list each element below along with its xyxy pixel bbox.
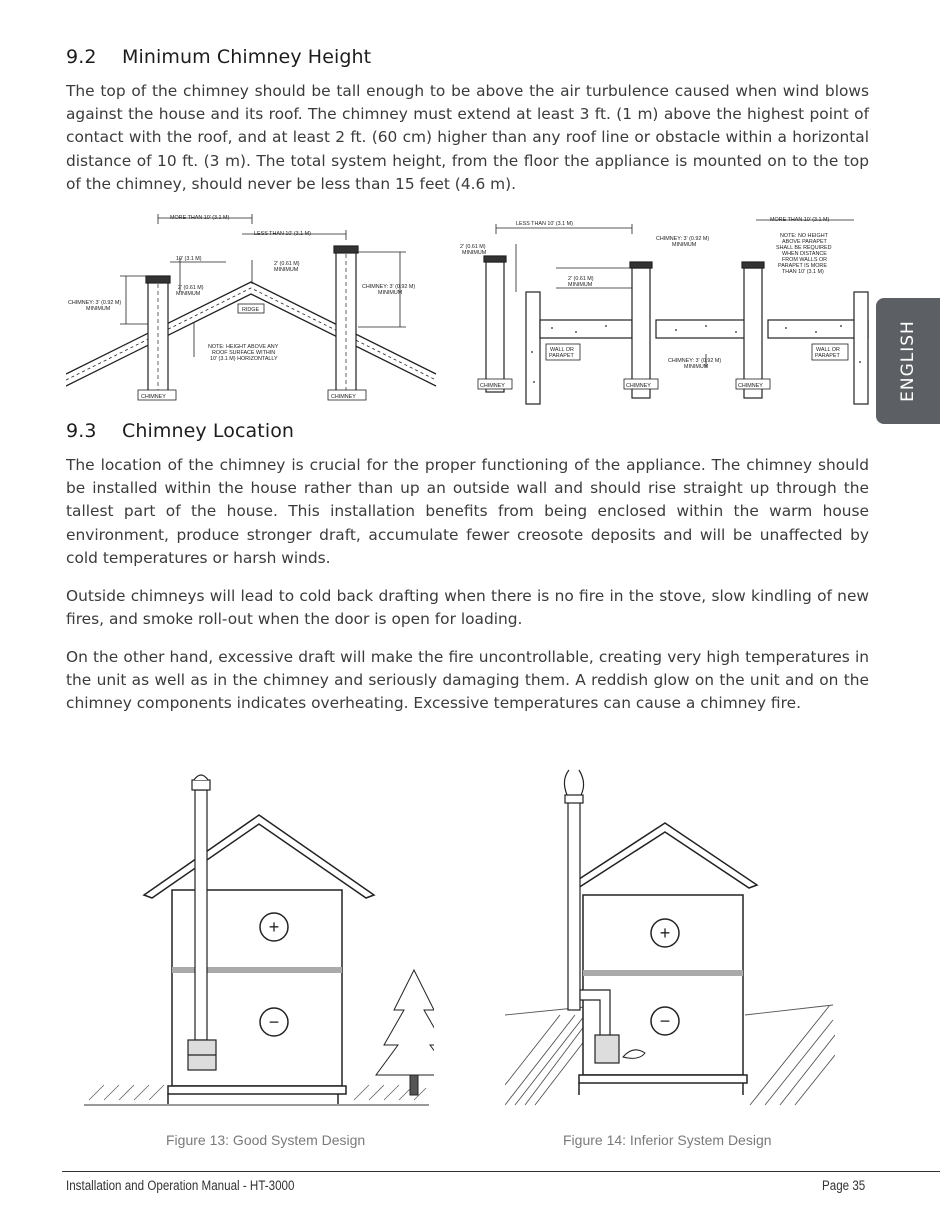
label-note-4: WHEN DISTANCE — [782, 251, 827, 257]
label-more-than-right: MORE THAN 10' (3.1 M) — [770, 217, 830, 223]
chimney-right-shape — [334, 246, 358, 394]
label-ridge: RIDGE — [242, 307, 260, 313]
language-tab-label: ENGLISH — [898, 320, 918, 402]
minus-sign-14: − — [659, 1011, 671, 1031]
label-ten-ft: 10' (3.1 M) — [176, 256, 202, 262]
chimney-tag-1: CHIMNEY — [141, 394, 166, 400]
label-note-3: SHALL BE REQUIRED — [776, 245, 832, 251]
label-wall-right-b: PARAPET — [815, 353, 840, 359]
label-note-c: 10' (3.1 M) HORIZONTALLY — [210, 356, 278, 362]
section-title: Minimum Chimney Height — [122, 46, 372, 68]
section-number: 9.2 — [66, 46, 97, 68]
plus-sign: + — [268, 917, 280, 937]
figure-14-caption: Figure 14: Inferior System Design — [563, 1132, 772, 1148]
label-two-ft-left-a: 2' (0.61 M) — [460, 244, 486, 250]
label-note-b: ROOF SURFACE WITHIN — [212, 350, 276, 356]
label-chimney-bottom-a: CHIMNEY: 3' (0.92 M) — [668, 358, 722, 364]
label-two-ft-b: MINIMUM — [274, 267, 299, 273]
chimney-pipe-interior — [192, 775, 210, 1040]
stove-inferior — [595, 1035, 619, 1063]
roof-slopes — [66, 282, 436, 386]
label-note-2: ABOVE PARAPET — [782, 239, 827, 245]
label-less-than: LESS THAN 10' (3.1 M) — [254, 231, 311, 237]
pitched-roof-chimney-diagram — [66, 212, 438, 408]
section-9-3-heading — [66, 420, 294, 442]
chimney-tag-r2: CHIMNEY — [626, 383, 651, 389]
chimney-tag-r3: CHIMNEY — [738, 383, 763, 389]
chimney-tag-2: CHIMNEY — [331, 394, 356, 400]
label-chimney-left-b: MINIMUM — [86, 306, 111, 312]
label-two-ft-left-b: MINIMUM — [462, 250, 487, 256]
section-9-2-paragraph: The top of the chimney should be tall enough to be above the air turbulence caused when wind blows against the house and its roof. The chimney must extend at least 3 ft. (1 m) above the highest point of contact with the roof, and at least 2 ft. (60 cm) higher than any roof line or obstacle within a horizontal distance of 10 ft. (3 m). The total system height, from the floor the appliance is mounted on to the top of the chimney, should never be less than 15 feet (4.6 m). — [66, 82, 869, 193]
footer-divider — [62, 1171, 940, 1172]
figure-13-caption: Figure 13: Good System Design — [166, 1132, 366, 1148]
minus-sign: − — [268, 1012, 280, 1032]
chimney-left-shape — [146, 276, 170, 394]
label-note-a: NOTE: HEIGHT ABOVE ANY — [208, 344, 279, 350]
section-9-2-heading — [66, 46, 371, 68]
flat-roof-parapet-chimney-diagram — [456, 212, 870, 408]
label-note-7: THAN 10' (3.1 M) — [782, 269, 824, 275]
label-less-than-right: LESS THAN 10' (3.1 M) — [516, 221, 573, 227]
inferior-system-design-figure — [505, 765, 835, 1115]
good-system-design-figure — [84, 770, 434, 1115]
label-two-ft2-b: MINIMUM — [176, 291, 201, 297]
section-9-3-paragraph-3: On the other hand, excessive draft will make the fire uncontrollable, creating very high temperatures in the unit as well as in the chimney and seriously damaging them. A reddish glow on the unit and on the chimney components indicates overheating. Excessive temperatures can cause a chimney fire. — [66, 648, 869, 713]
label-more-than: MORE THAN 10' (3.1 M) — [170, 215, 230, 221]
label-chimney-right-b: MINIMUM — [378, 290, 403, 296]
label-chimney-right-a: CHIMNEY: 3' (0.92 M) — [362, 284, 416, 290]
label-note-5: FROM WALLS OR — [782, 257, 828, 263]
section-number: 9.3 — [66, 420, 97, 442]
house-outline — [144, 815, 374, 1104]
label-chimney-top-a: CHIMNEY: 3' (0.92 M) — [656, 236, 710, 242]
label-two-ft-mid-a: 2' (0.61 M) — [568, 276, 594, 282]
label-chimney-bottom-b: MINIMUM — [684, 364, 709, 370]
label-wall-right-a: WALL OR — [816, 347, 840, 353]
footer-page-number: Page 35 — [822, 1178, 866, 1193]
label-wall-left-a: WALL OR — [550, 347, 574, 353]
section-title: Chimney Location — [122, 420, 295, 442]
section-9-3-paragraph-2: Outside chimneys will lead to cold back drafting when there is no fire in the stove, slow kindling of new fires, and smoke roll-out when the door is open for loading. — [66, 587, 869, 629]
stove-good — [188, 1040, 216, 1070]
chimney-tag-r1: CHIMNEY — [480, 383, 505, 389]
label-chimney-left-a: CHIMNEY: 3' (0.92 M) — [68, 300, 122, 306]
pine-tree — [376, 970, 434, 1095]
label-two-ft-a: 2' (0.61 M) — [274, 261, 300, 267]
footer-manual-title: Installation and Operation Manual - HT-3000 — [66, 1178, 295, 1193]
label-wall-left-b: PARAPET — [549, 353, 574, 359]
plus-sign-14: + — [659, 923, 671, 943]
language-side-tab — [876, 298, 940, 424]
label-note-1: NOTE: NO HEIGHT — [780, 233, 828, 239]
label-note-6: PARAPET IS MORE — [778, 263, 827, 269]
label-two-ft-mid-b: MINIMUM — [568, 282, 593, 288]
section-9-3-paragraph-1: The location of the chimney is crucial for the proper functioning of the appliance. The chimney should be installed within the house rather than up an outside wall and should rise straight up through the tallest part of the house. This installation benefits from being enclosed within the warm house environment, produce stronger draft, accumulate fewer creosote deposits and will be unaffected by cold temperatures or harsh winds. — [66, 456, 869, 567]
label-chimney-top-b: MINIMUM — [672, 242, 697, 248]
smoke-swirl — [564, 770, 583, 795]
label-two-ft2-a: 2' (0.61 M) — [178, 285, 204, 291]
